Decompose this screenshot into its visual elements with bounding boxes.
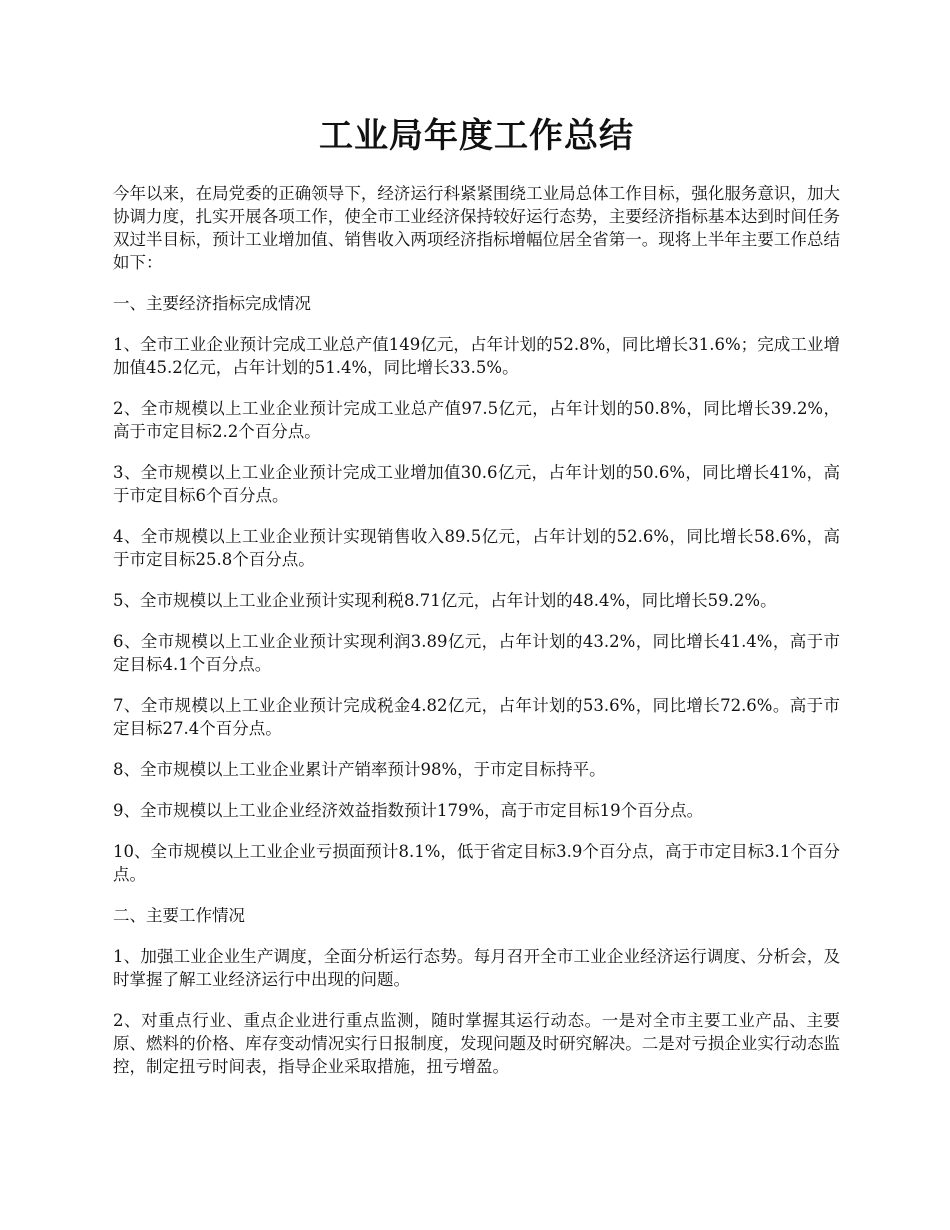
- indicator-item-7: 7、全市规模以上工业企业预计完成税金4.82亿元，占年计划的53.6%，同比增长72.6%。高于市定目标27.4个百分点。: [113, 696, 840, 738]
- indicator-item-6: 6、全市规模以上工业企业预计实现利润3.89亿元，占年计划的43.2%，同比增长41.4%，高于市定目标4.1个百分点。: [113, 632, 840, 674]
- indicator-item-10: 10、全市规模以上工业企业亏损面预计8.1%，低于省定目标3.9个百分点，高于市定目标3.1个百分点。: [113, 842, 840, 884]
- document-body: [113, 112, 840, 1096]
- intro-paragraph: 今年以来，在局党委的正确领导下，经济运行科紧紧围绕工业局总体工作目标，强化服务意识，加大协调力度，扎实开展各项工作，使全市工业经济保持较好运行态势，主要经济指标基本达到时间任务双过半目标，预计工业增加值、销售收入两项经济指标增幅位居全省第一。现将上半年主要工作总结如下：: [113, 184, 840, 272]
- work-item-2: 2、对重点行业、重点企业进行重点监测，随时掌握其运行动态。一是对全市主要工业产品、主要原、燃料的价格、库存变动情况实行日报制度，发现问题及时研究解决。二是对亏损企业实行动态监控，制定扭亏时间表，指导企业采取措施，扭亏增盈。: [113, 1011, 840, 1076]
- section-heading-indicators: 一、主要经济指标完成情况: [113, 294, 311, 313]
- indicator-item-3: 3、全市规模以上工业企业预计完成工业增加值30.6亿元，占年计划的50.6%，同比增长41%，高于市定目标6个百分点。: [113, 463, 840, 505]
- indicator-item-2: 2、全市规模以上工业企业预计完成工业总产值97.5亿元，占年计划的50.8%，同比增长39.2%，高于市定目标2.2个百分点。: [113, 399, 840, 441]
- work-item-1: 1、加强工业企业生产调度，全面分析运行态势。每月召开全市工业企业经济运行调度、分析会，及时掌握了解工业经济运行中出现的问题。: [113, 947, 840, 989]
- indicator-item-4: 4、全市规模以上工业企业预计实现销售收入89.5亿元，占年计划的52.6%，同比增长58.6%，高于市定目标25.8个百分点。: [113, 527, 840, 569]
- indicator-item-8: 8、全市规模以上工业企业累计产销率预计98%，于市定目标持平。: [113, 760, 606, 779]
- indicator-item-5: 5、全市规模以上工业企业预计实现利税8.71亿元，占年计划的48.4%，同比增长59.2%。: [113, 591, 777, 610]
- document-title: 工业局年度工作总结: [319, 116, 634, 156]
- indicator-item-1: 1、全市工业企业预计完成工业总产值149亿元，占年计划的52.8%，同比增长31.6%；完成工业增加值45.2亿元，占年计划的51.4%，同比增长33.5%。: [113, 335, 840, 377]
- indicator-item-9: 9、全市规模以上工业企业经济效益指数预计179%，高于市定目标19个百分点。: [113, 801, 704, 820]
- section-heading-work: 二、主要工作情况: [113, 906, 245, 925]
